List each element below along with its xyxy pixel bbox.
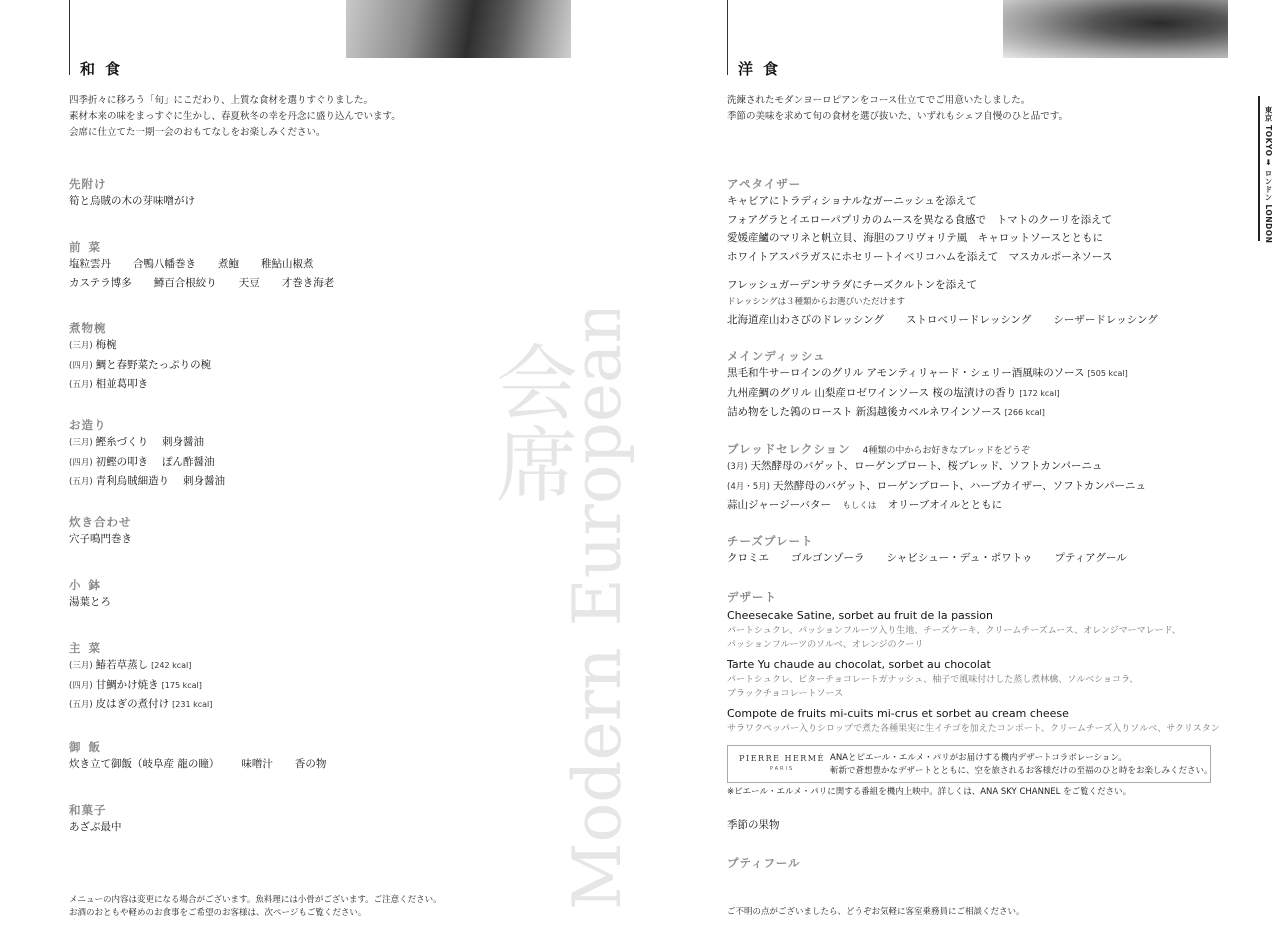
kcal-label: [505 kcal] bbox=[1087, 369, 1128, 378]
item-text: 味噌汁 bbox=[241, 758, 273, 770]
dressing-list bbox=[727, 311, 1158, 330]
appetizer-section bbox=[727, 176, 1158, 329]
item-text: 鰆若草蒸し bbox=[95, 659, 149, 671]
kcal-label: [175 kcal] bbox=[161, 680, 202, 690]
kcal-label: [172 kcal] bbox=[1019, 388, 1060, 398]
petit-four-title: プティフール bbox=[727, 856, 801, 870]
section-title: お造り bbox=[69, 418, 107, 432]
item-text: 才巻き海老 bbox=[281, 276, 335, 289]
dessert-desc: サラワクペッパー入りシロップで煮た各種果実に生イチゴを加えたコンポート、クリームチーズ入りソルベ、サクリスタン bbox=[727, 724, 1220, 734]
item-text: 初鰹の叩き ぽん酢醤油 bbox=[95, 455, 215, 468]
item-text: 九州産鯛のグリル 山梨産ロゼワインソース 桜の塩漬けの香り bbox=[727, 386, 1017, 399]
item-text: 甘鯛かけ焼き bbox=[95, 678, 159, 691]
or-text: もしくは bbox=[842, 501, 877, 511]
item-text: 相並葛叩き bbox=[95, 378, 149, 390]
pierre-herme-box bbox=[727, 745, 1211, 783]
butter-text: 蒜山ジャージーバター bbox=[727, 499, 832, 511]
main-dish-title: メインディッシュ bbox=[727, 349, 826, 363]
menu-item bbox=[69, 274, 334, 293]
dessert-desc: パートシュクレ、パッションフルーツ入り生地、チーズケーキ、クリームチーズムース、オレンジマーマレード、 bbox=[727, 626, 1181, 636]
main-dish-item bbox=[727, 403, 1128, 423]
cheese-item: プティアグール bbox=[1054, 552, 1127, 564]
appetizer-title: アペタイザー bbox=[727, 177, 802, 191]
japanese-section bbox=[69, 239, 334, 292]
month-label: (三月) bbox=[69, 438, 93, 448]
japanese-section bbox=[69, 640, 212, 715]
cheese-item: ゴルゴンゾーラ bbox=[791, 552, 865, 564]
bread-item bbox=[727, 477, 1146, 497]
right-heading: 洋食 bbox=[738, 60, 789, 78]
dessert-name: Compote de fruits mi-cuits mi-crus et sorbet au cream cheese bbox=[727, 707, 1069, 720]
herme-logo-name: PIERRE HERMÉ bbox=[739, 754, 825, 763]
item-text: 筍と烏賊の木の芽味噌がけ bbox=[69, 195, 195, 207]
menu-item bbox=[69, 453, 225, 473]
menu-item bbox=[69, 818, 122, 837]
main-dish-item bbox=[727, 384, 1128, 404]
japanese-section bbox=[69, 514, 132, 549]
menu-item bbox=[69, 356, 211, 376]
menu-item bbox=[69, 375, 211, 395]
appetizer-item: フォアグラとイエローパプリカのムースを異なる食感で トマトのクーリを添えて bbox=[727, 213, 1113, 226]
section-title: 前菜 bbox=[69, 240, 108, 254]
section-title: 御飯 bbox=[69, 740, 108, 754]
watermark-kanji: 会席 bbox=[482, 340, 578, 504]
intro-line: 洗練されたモダンヨーロピアンをコース仕立てでご用意いたしました。 bbox=[727, 95, 1031, 106]
item-text: 炊き立て御飯（岐阜産 龍の瞳） bbox=[69, 758, 220, 770]
month-label: (三月) bbox=[69, 341, 93, 351]
item-text: あざぶ最中 bbox=[69, 821, 122, 833]
bread-note: 4種類の中からお好きなブレッドをどうぞ bbox=[862, 446, 1030, 456]
left-heading: 和食 bbox=[80, 60, 131, 78]
appetizer-item: キャビアにトラディショナルなガーニッシュを添えて bbox=[727, 195, 977, 207]
month-label: (四月) bbox=[69, 680, 93, 691]
menu-item bbox=[69, 695, 212, 715]
dessert-desc: パートシュクレ、ビターチョコレートガナッシュ、柚子で風味付けした蒸し煮林檎、ソルベショコラ、 bbox=[727, 675, 1139, 685]
bread-item bbox=[727, 457, 1146, 477]
left-footnote bbox=[69, 894, 442, 920]
item-text: 合鴨八幡巻き bbox=[133, 258, 196, 270]
intro-line: 四季折々に移ろう「旬」にこだわり、上質な食材を選りすぐりました。 bbox=[69, 95, 374, 106]
bread-section bbox=[727, 441, 1146, 516]
menu-item bbox=[69, 530, 132, 549]
menu-item bbox=[69, 472, 225, 492]
menu-item bbox=[69, 255, 334, 274]
menu-item bbox=[69, 656, 212, 676]
menu-item bbox=[69, 336, 211, 356]
dessert-item bbox=[727, 607, 1220, 652]
dessert-name: Tarte Yu chaude au chocolat, sorbet au chocolat bbox=[727, 658, 991, 671]
item-text: 鱒百合根絞り bbox=[153, 276, 217, 289]
route-from: 東京 TOKYO bbox=[1264, 106, 1273, 157]
item-text: 塩粒雲丹 bbox=[69, 258, 111, 270]
route-text bbox=[1263, 106, 1274, 243]
item-text: 穴子鳴門巻き bbox=[69, 533, 132, 545]
menu-item bbox=[69, 755, 326, 774]
japanese-section bbox=[69, 176, 195, 211]
dressing-note: ドレッシングは３種類からお選びいただけます bbox=[727, 296, 906, 307]
salad-item: フレッシュガーデンサラダにチーズクルトンを添えて bbox=[727, 279, 978, 291]
item-text: 稚鮎山椒煮 bbox=[261, 258, 314, 270]
month-label: (五月) bbox=[69, 380, 93, 390]
section-title: 小鉢 bbox=[69, 578, 108, 592]
japanese-section bbox=[69, 417, 225, 492]
month-label: (五月) bbox=[69, 477, 93, 487]
dessert-title: デザート bbox=[727, 590, 777, 604]
item-text: 詰め物をした鶉のロースト 新潟越後カベルネワインソース bbox=[727, 406, 1002, 418]
item-text: 梅椀 bbox=[95, 339, 117, 351]
dessert-item bbox=[727, 705, 1220, 736]
month-label: (四月) bbox=[69, 457, 93, 468]
cheese-item: クロミエ bbox=[727, 552, 769, 564]
item-text: 天豆 bbox=[238, 276, 260, 289]
left-intro bbox=[69, 93, 401, 141]
western-dish-photo bbox=[1003, 0, 1228, 58]
appetizer-item: ホワイトアスパラガスにホセリートイベリコハムを添えて マスカルポーネソース bbox=[727, 250, 1113, 263]
month-label: (四月) bbox=[69, 360, 93, 371]
bread-title-text: ブレッドセレクション bbox=[727, 442, 851, 456]
japanese-section bbox=[69, 802, 122, 837]
japanese-section bbox=[69, 739, 326, 774]
herme-line: 斬新で蒼想豊かなデザートとともに、空を旅されるお客様だけの至福のひと時をお楽しみください。 bbox=[830, 766, 1213, 776]
menu-item bbox=[69, 433, 225, 453]
pierre-herme-logo bbox=[738, 754, 826, 772]
appetizer-item: 愛媛産鱸のマリネと帆立貝、海胆のフリヴォリテ風 キャロットソースとともに bbox=[727, 232, 1104, 244]
month-label: (三月) bbox=[69, 661, 93, 671]
menu-item bbox=[69, 593, 111, 612]
section-title: 炊き合わせ bbox=[69, 515, 132, 529]
japanese-dish-photo bbox=[346, 0, 571, 58]
month-label: (3月) bbox=[727, 462, 748, 472]
footnote-line: お酒のおともや軽めのお食事をご希望のお客様は、次ページもご覧ください。 bbox=[69, 908, 367, 918]
footnote-line: メニューの内容は変更になる場合がございます。魚料理には小骨がございます。ご注意ください。 bbox=[69, 895, 442, 905]
herme-note: ※ピエール・エルメ・パリに関する番組を機内上映中。詳しくは、ANA SKY CHANNEL をご覧ください。 bbox=[727, 787, 1132, 797]
bread-title bbox=[727, 441, 1146, 457]
main-dish-item bbox=[727, 364, 1128, 384]
butter-line bbox=[727, 496, 1146, 516]
item-text: 黒毛和牛サーロインのグリル アモンティリャード・シェリー酒風味のソース bbox=[727, 367, 1085, 379]
japanese-section bbox=[69, 320, 211, 395]
dressing-item: シーザードレッシング bbox=[1053, 313, 1158, 326]
item-text: 天然酵母のバゲット、ローゲンブロート、桜ブレッド、ソフトカンパーニュ bbox=[750, 460, 1103, 472]
japanese-section bbox=[69, 577, 111, 612]
dessert-section bbox=[727, 589, 1220, 740]
herme-logo-city: PARIS bbox=[769, 766, 795, 772]
route-tab bbox=[1258, 96, 1280, 244]
right-rule bbox=[727, 0, 728, 75]
menu-item bbox=[69, 676, 212, 696]
cheese-title: チーズプレート bbox=[727, 534, 814, 548]
intro-line: 季節の美味を求めて旬の食材を選び抜いた、いずれもシェフ自慢のひと品です。 bbox=[727, 111, 1069, 122]
item-text: 煮鮑 bbox=[218, 258, 239, 270]
dressing-item: 北海道産山わさびのドレッシング bbox=[727, 313, 884, 326]
dressing-item: ストロベリードレッシング bbox=[905, 313, 1032, 326]
left-rule bbox=[69, 0, 70, 75]
kcal-label: [266 kcal] bbox=[1004, 408, 1045, 417]
cheese-item: シャビシュー・デュ・ポワトゥ bbox=[886, 552, 1033, 564]
month-label: (4月・5月) bbox=[727, 481, 770, 492]
section-title: 和菓子 bbox=[69, 803, 107, 817]
item-text: 天然酵母のバゲット、ローゲンブロート、ハーブカイザー、ソフトカンパーニュ bbox=[772, 479, 1147, 492]
herme-line: ANAとピエール・エルメ・パリがお届けする機内デザートコラボレーション。 bbox=[830, 753, 1127, 763]
item-text: 湯葉とろ bbox=[69, 596, 111, 608]
right-footnote: ご不明の点がございましたら、どうぞお気軽に客室乗務員にご相談ください。 bbox=[727, 907, 1025, 917]
item-text: 鰹糸づくり 刺身醤油 bbox=[95, 436, 204, 448]
kcal-label: [231 kcal] bbox=[172, 700, 213, 709]
watermark-latin: Modern European bbox=[559, 310, 636, 910]
cheese-section bbox=[727, 533, 1127, 568]
seasonal-fruit: 季節の果物 bbox=[727, 819, 780, 831]
menu-item bbox=[69, 192, 195, 211]
route-to: ロンドン LONDON bbox=[1264, 169, 1273, 244]
intro-line: 素材本来の味をまっすぐに生かし、春夏秋冬の幸を丹念に盛り込んでいます。 bbox=[69, 111, 401, 122]
section-title: 先附け bbox=[69, 177, 107, 191]
watermark bbox=[470, 310, 670, 920]
month-label: (五月) bbox=[69, 700, 93, 710]
cheese-list bbox=[727, 549, 1127, 568]
right-intro bbox=[727, 93, 1068, 125]
dessert-item bbox=[727, 656, 1220, 701]
dessert-name: Cheesecake Satine, sorbet au fruit de la passion bbox=[727, 609, 994, 622]
dessert-desc: パッションフルーツのソルベ、オレンジのクーリ bbox=[727, 640, 924, 650]
dessert-desc: ブラックチョコレートソース bbox=[727, 689, 844, 699]
intro-line: 会席に仕立てた一期一会のおもてなしをお楽しみください。 bbox=[69, 127, 326, 138]
kcal-label: [242 kcal] bbox=[151, 661, 192, 670]
section-title: 主菜 bbox=[69, 641, 108, 655]
item-text: 青利烏賊細造り 刺身醤油 bbox=[95, 475, 225, 487]
item-text: カステラ博多 bbox=[69, 276, 132, 289]
section-title: 煮物椀 bbox=[69, 321, 107, 335]
main-dish-section bbox=[727, 348, 1128, 423]
item-text: 鯛と春野菜たっぷりの椀 bbox=[95, 358, 212, 371]
item-text: 香の物 bbox=[294, 758, 327, 770]
route-arrow-icon: ➡ bbox=[1264, 159, 1273, 167]
item-text: 皮はぎの煮付け bbox=[95, 698, 170, 710]
oil-text: オリーブオイルとともに bbox=[887, 499, 1003, 511]
herme-text bbox=[830, 752, 1213, 778]
